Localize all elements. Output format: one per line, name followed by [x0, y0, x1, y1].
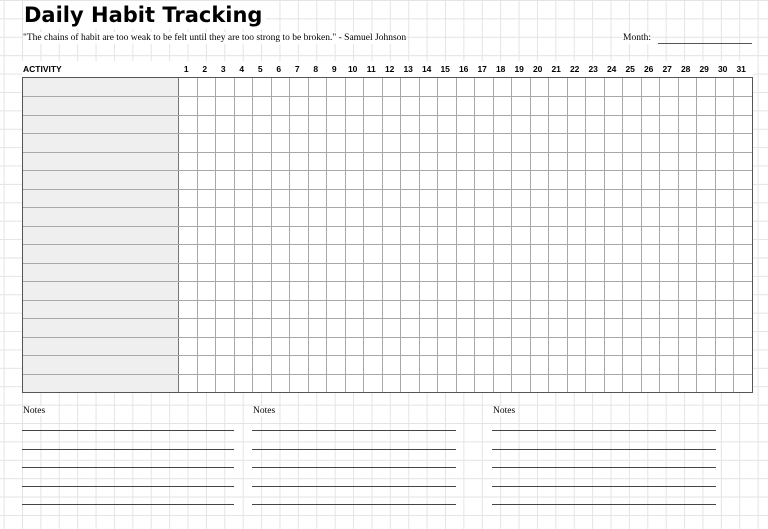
day-header: 7 [294, 64, 300, 74]
day-header: 8 [313, 64, 319, 74]
day-header: 26 [643, 64, 654, 74]
day-header: 3 [220, 64, 226, 74]
activity-cell[interactable] [23, 281, 178, 299]
note-line[interactable] [22, 449, 234, 450]
day-header: 18 [495, 64, 506, 74]
column-divider [308, 78, 309, 392]
column-divider [326, 78, 327, 392]
column-divider [437, 78, 438, 392]
activity-cell[interactable] [23, 244, 178, 262]
day-header: 11 [366, 64, 376, 74]
note-line[interactable] [492, 486, 716, 487]
activity-cell[interactable] [23, 300, 178, 318]
habit-tracker-table [22, 61, 753, 393]
column-divider [659, 78, 660, 392]
activity-cell[interactable] [23, 226, 178, 244]
page-title: Daily Habit Tracking [24, 1, 266, 29]
column-divider [696, 78, 697, 392]
notes-section [253, 400, 278, 418]
day-header: 1 [183, 64, 189, 74]
activity-cell[interactable] [23, 152, 178, 170]
column-divider [382, 78, 383, 392]
column-divider [345, 78, 346, 392]
column-divider [567, 78, 568, 392]
note-line[interactable] [492, 467, 716, 468]
day-header: 31 [736, 64, 746, 74]
habit-quote: "The chains of habit are too weak to be felt until they are too strong to be broken." - Samuel Johnson [23, 33, 407, 43]
note-line[interactable] [22, 504, 234, 505]
column-divider [511, 78, 512, 392]
column-divider [678, 78, 679, 392]
column-divider [400, 78, 401, 392]
tracker-grid [22, 77, 753, 393]
activity-cell[interactable] [23, 318, 178, 336]
activity-cell[interactable] [23, 355, 178, 373]
activity-cell[interactable] [23, 170, 178, 188]
activity-cell[interactable] [23, 115, 178, 133]
column-divider [530, 78, 531, 392]
column-divider [493, 78, 494, 392]
activity-column-header: ACTIVITY [23, 64, 62, 74]
day-header: 2 [202, 64, 208, 74]
column-divider [419, 78, 420, 392]
activity-cell[interactable] [23, 337, 178, 355]
note-line[interactable] [252, 430, 456, 431]
note-line[interactable] [492, 449, 716, 450]
activity-cell[interactable] [23, 374, 178, 392]
column-divider [271, 78, 272, 392]
note-line[interactable] [492, 430, 716, 431]
month-label: Month: [623, 33, 651, 43]
note-line[interactable] [22, 486, 234, 487]
day-header: 27 [662, 64, 672, 74]
column-divider [197, 78, 198, 392]
day-header: 15 [440, 64, 450, 74]
day-header: 14 [421, 64, 432, 74]
day-header: 5 [257, 64, 263, 74]
day-header: 4 [239, 64, 245, 74]
day-header: 21 [551, 64, 561, 74]
notes-label: Notes [493, 406, 518, 416]
column-divider [252, 78, 253, 392]
day-header: 28 [680, 64, 691, 74]
column-divider [622, 78, 623, 392]
column-divider [604, 78, 605, 392]
day-header: 17 [477, 64, 487, 74]
notes-label: Notes [253, 406, 278, 416]
column-divider [215, 78, 216, 392]
note-line[interactable] [22, 430, 234, 431]
column-divider [289, 78, 290, 392]
note-line[interactable] [492, 504, 716, 505]
month-field[interactable] [658, 43, 752, 44]
day-header: 6 [276, 64, 282, 74]
tracker-header-row [22, 61, 753, 77]
notes-section [23, 400, 48, 418]
column-divider [585, 78, 586, 392]
activity-cell[interactable] [23, 189, 178, 207]
day-header: 9 [331, 64, 337, 74]
activity-cell[interactable] [23, 207, 178, 225]
activity-cell[interactable] [23, 263, 178, 281]
day-header: 29 [699, 64, 709, 74]
note-line[interactable] [252, 486, 456, 487]
notes-section [493, 400, 518, 418]
column-divider [733, 78, 734, 392]
day-header: 30 [717, 64, 728, 74]
day-header: 20 [532, 64, 543, 74]
day-header: 16 [458, 64, 469, 74]
notes-label: Notes [23, 406, 48, 416]
note-line[interactable] [252, 504, 456, 505]
column-divider [456, 78, 457, 392]
day-header: 24 [606, 64, 617, 74]
note-line[interactable] [22, 467, 234, 468]
column-divider [641, 78, 642, 392]
activity-cell[interactable] [23, 78, 178, 96]
column-divider [474, 78, 475, 392]
column-divider [234, 78, 235, 392]
column-divider [548, 78, 549, 392]
activity-cell[interactable] [23, 96, 178, 114]
column-divider [715, 78, 716, 392]
day-header: 12 [384, 64, 395, 74]
day-header: 10 [347, 64, 358, 74]
day-header: 22 [569, 64, 580, 74]
note-line[interactable] [252, 467, 456, 468]
column-divider [363, 78, 364, 392]
note-line[interactable] [252, 449, 456, 450]
day-header: 25 [625, 64, 635, 74]
activity-cell[interactable] [23, 133, 178, 151]
day-header: 23 [588, 64, 598, 74]
day-header: 19 [514, 64, 524, 74]
day-header: 13 [403, 64, 413, 74]
